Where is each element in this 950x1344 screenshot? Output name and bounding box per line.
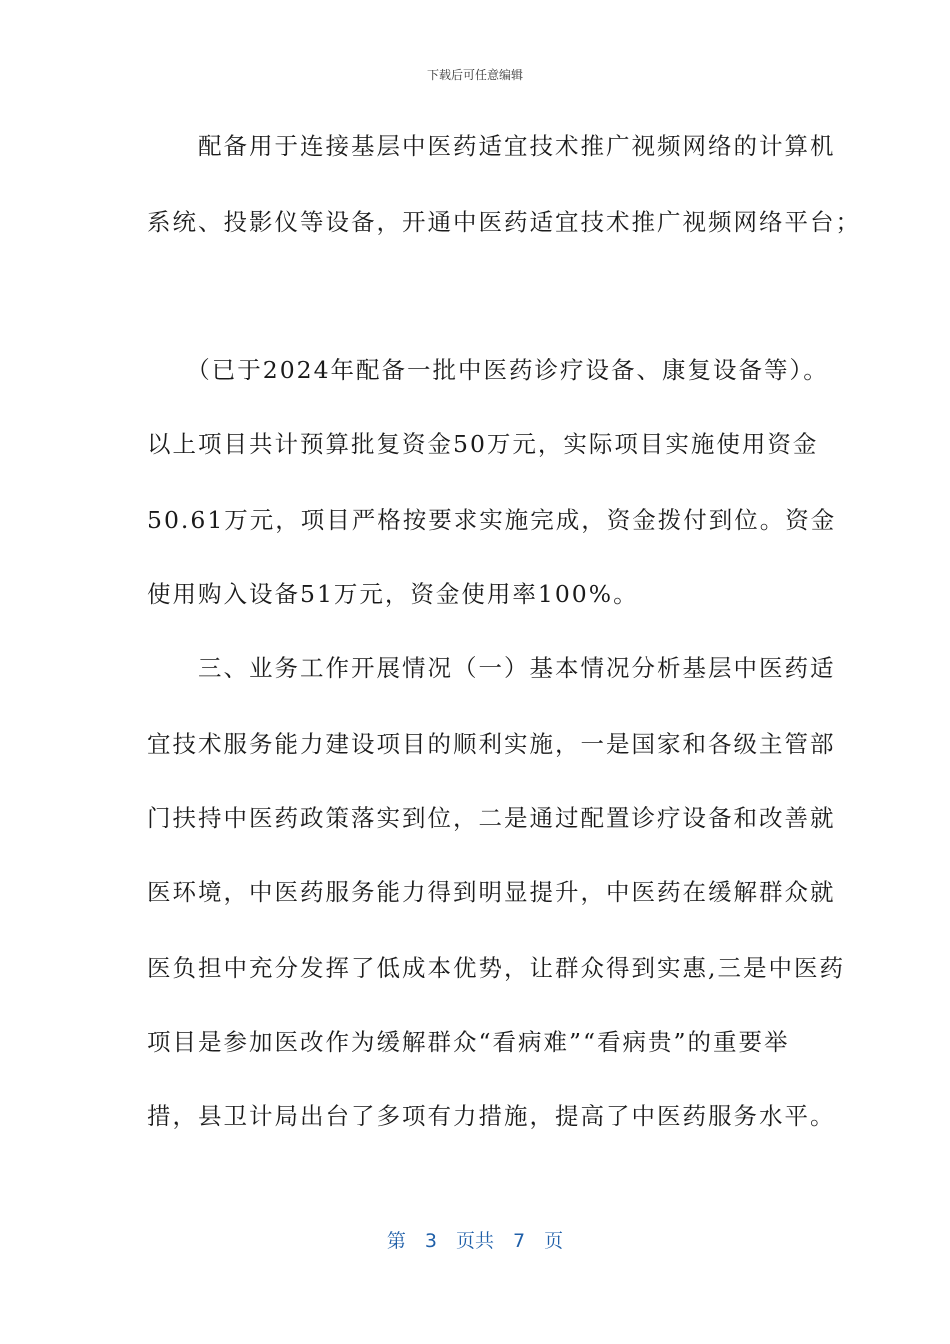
text-line: 三、业务工作开展情况（一）基本情况分析基层中医药适: [147, 654, 836, 682]
text-line: （已于2024年配备一批中医药诊疗设备、康复设备等）。: [147, 356, 829, 384]
text-line: 医负担中充分发挥了低成本优势，让群众得到实惠,三是中医药: [147, 954, 845, 982]
text-line: 配备用于连接基层中医药适宜技术推广视频网络的计算机: [147, 132, 836, 160]
text-line: 措，县卫计局出台了多项有力措施，提高了中医药服务水平。: [147, 1102, 836, 1130]
text-line: 宜技术服务能力建设项目的顺利实施，一是国家和各级主管部: [147, 730, 836, 758]
text-line: 系统、投影仪等设备，开通中医药适宜技术推广视频网络平台；: [147, 208, 861, 236]
text-line: 项目是参加医改作为缓解群众“看病难”“看病贵”的重要举: [147, 1028, 790, 1056]
text-line: 医环境，中医药服务能力得到明显提升，中医药在缓解群众就: [147, 878, 836, 906]
text-line: 以上项目共计预算批复资金50万元，实际项目实施使用资金: [147, 430, 819, 458]
page-header: 下载后可任意编辑: [426, 68, 523, 82]
text-line: 门扶持中医药政策落实到位，二是通过配置诊疗设备和改善就: [147, 804, 836, 832]
text-line: 50.61万元，项目严格按要求实施完成，资金拨付到位。资金: [147, 506, 837, 534]
text-line: 使用购入设备51万元，资金使用率100%。: [147, 580, 639, 608]
page-number: 第 3 页共 7 页: [386, 1230, 564, 1252]
